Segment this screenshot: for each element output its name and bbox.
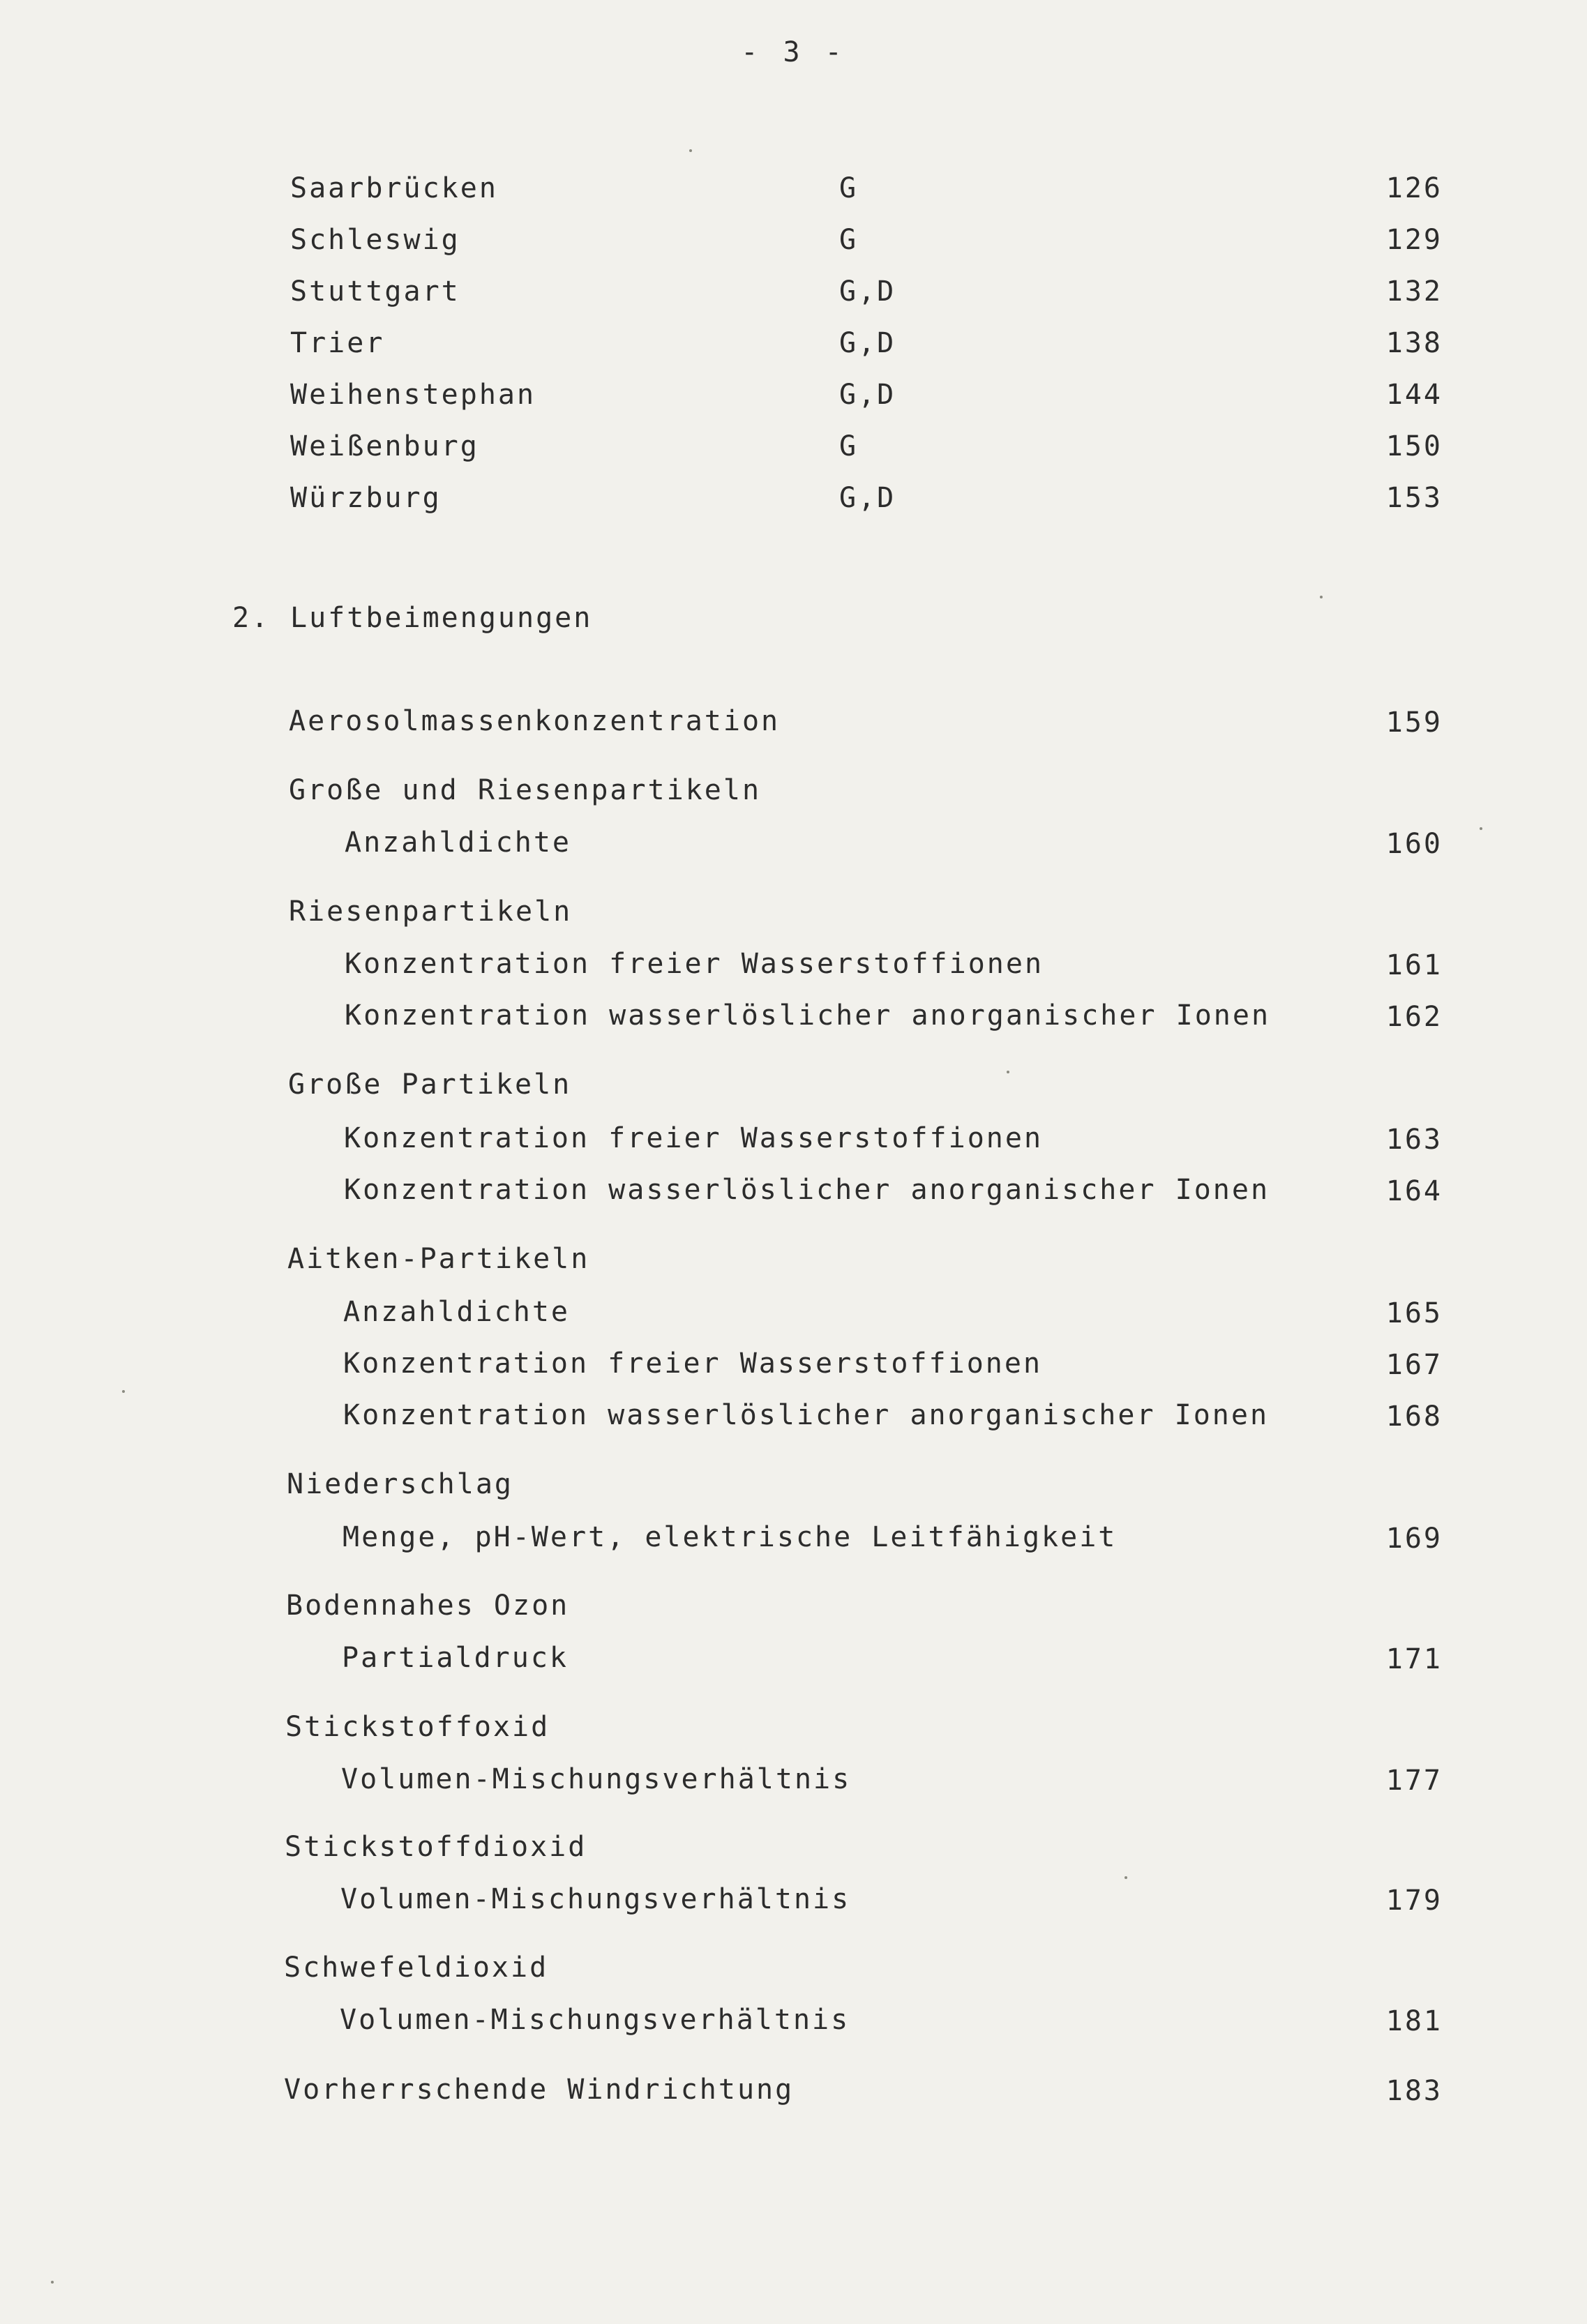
station-page: 132 xyxy=(1385,276,1443,308)
entry-label: Bodennahes Ozon xyxy=(286,1590,570,1622)
entry-label: Schwefeldioxid xyxy=(284,1952,549,1984)
entry-label: Konzentration wasserlöslicher anorganischer Ionen xyxy=(345,999,1271,1032)
entry-label: Konzentration wasserlöslicher anorganischer Ionen xyxy=(343,1399,1270,1431)
station-page: 126 xyxy=(1385,172,1443,204)
paper-speck xyxy=(1125,1876,1127,1879)
entry-label: Große und Riesenpartikeln xyxy=(289,774,762,806)
entry-label: Vorherrschende Windrichtung xyxy=(284,2074,795,2106)
entry-label: Anzahldichte xyxy=(343,1296,570,1328)
entry-page: 171 xyxy=(1385,1643,1443,1675)
station-name: Weißenburg xyxy=(290,430,479,462)
entry-label: Aerosolmassenkonzentration xyxy=(289,705,781,737)
station-page: 129 xyxy=(1385,224,1443,256)
entry-page: 179 xyxy=(1385,1885,1443,1917)
station-code: G,D xyxy=(839,482,896,514)
paper-speck xyxy=(51,2281,54,2284)
station-name: Schleswig xyxy=(290,224,460,256)
paper-speck xyxy=(1480,827,1482,830)
paper-speck xyxy=(689,149,692,152)
section-number: 2. xyxy=(232,602,271,634)
paper-speck xyxy=(122,1390,125,1393)
entry-page: 177 xyxy=(1385,1765,1443,1797)
entry-label: Große Partikeln xyxy=(288,1069,572,1101)
station-name: Stuttgart xyxy=(290,276,460,308)
paper-speck xyxy=(1007,1071,1009,1073)
station-name: Saarbrücken xyxy=(290,172,498,204)
entry-label: Konzentration freier Wasserstoffionen xyxy=(343,1348,1043,1380)
entry-label: Menge, pH-Wert, elektrische Leitfähigkeit xyxy=(343,1521,1118,1553)
entry-page: 160 xyxy=(1385,828,1443,860)
entry-page: 181 xyxy=(1385,2005,1443,2037)
entry-label: Partialdruck xyxy=(342,1642,569,1674)
paper-speck xyxy=(1320,596,1323,598)
entry-label: Konzentration freier Wasserstoffionen xyxy=(345,948,1044,980)
entry-page: 168 xyxy=(1385,1401,1443,1433)
entry-label: Volumen-Mischungsverhältnis xyxy=(341,1763,852,1795)
station-page: 153 xyxy=(1385,482,1443,514)
entry-page: 161 xyxy=(1385,949,1443,981)
page-number: - 3 - xyxy=(741,36,846,68)
entry-page: 183 xyxy=(1385,2075,1443,2107)
station-name: Trier xyxy=(290,327,385,359)
station-code: G,D xyxy=(839,276,896,308)
station-page: 150 xyxy=(1385,430,1443,462)
entry-label: Aitken-Partikeln xyxy=(287,1243,590,1275)
entry-page: 162 xyxy=(1385,1001,1443,1033)
entry-label: Konzentration freier Wasserstoffionen xyxy=(344,1122,1044,1154)
entry-label: Riesenpartikeln xyxy=(289,896,573,928)
station-page: 138 xyxy=(1385,327,1443,359)
entry-label: Volumen-Mischungsverhältnis xyxy=(340,2004,850,2036)
station-code: G xyxy=(839,172,859,204)
station-code: G xyxy=(839,224,859,256)
entry-label: Niederschlag xyxy=(287,1468,513,1500)
entry-label: Stickstoffoxid xyxy=(285,1711,550,1743)
station-name: Würzburg xyxy=(290,482,442,514)
entry-page: 159 xyxy=(1385,707,1443,739)
section-title: Luftbeimengungen xyxy=(290,602,593,634)
entry-page: 169 xyxy=(1385,1523,1443,1555)
entry-label: Anzahldichte xyxy=(345,827,571,859)
entry-page: 164 xyxy=(1385,1175,1443,1207)
station-code: G,D xyxy=(839,379,896,411)
entry-label: Konzentration wasserlöslicher anorganischer Ionen xyxy=(344,1174,1270,1206)
station-code: G xyxy=(839,430,859,462)
station-code: G,D xyxy=(839,327,896,359)
station-name: Weihenstephan xyxy=(290,379,536,411)
entry-label: Stickstoffdioxid xyxy=(285,1831,587,1863)
station-page: 144 xyxy=(1385,379,1443,411)
entry-page: 165 xyxy=(1385,1297,1443,1329)
entry-page: 167 xyxy=(1385,1349,1443,1381)
entry-page: 163 xyxy=(1385,1124,1443,1156)
entry-label: Volumen-Mischungsverhältnis xyxy=(340,1883,851,1915)
